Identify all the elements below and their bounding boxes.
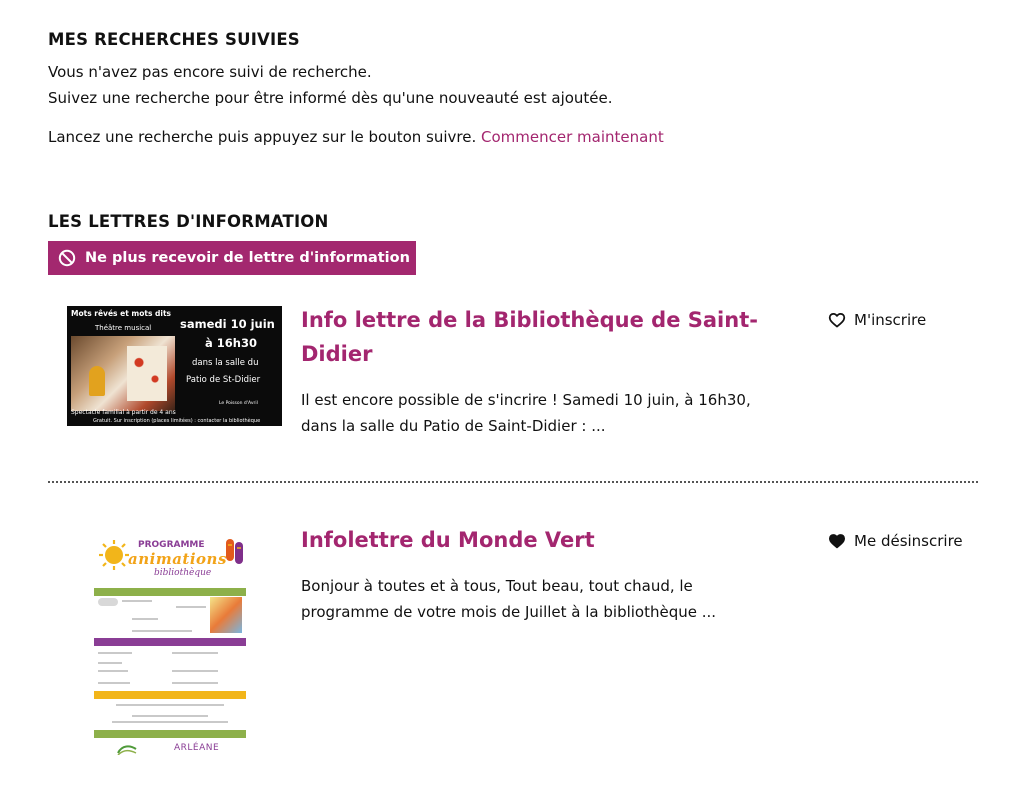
poster-place-2: Patio de St-Didier xyxy=(186,375,261,385)
follow-search-hint: Suivez une recherche pour être informé dès qu'une nouveauté est ajoutée. xyxy=(48,89,613,107)
poster-line xyxy=(98,662,122,664)
start-now-link[interactable]: Commencer maintenant xyxy=(481,128,664,146)
poster-footer-1: Spectacle familial à partir de 4 ans xyxy=(71,409,176,416)
unsubscribe-all-label: Ne plus recevoir de lettre d'information xyxy=(85,250,410,266)
item-divider xyxy=(48,481,978,483)
newsletter-description: Bonjour à toutes et à tous, Tout beau, tout chaud, le programme de votre mois de Juillet à la bibliothèque ... xyxy=(301,577,717,621)
newsletter-title-link[interactable]: Infolettre du Monde Vert xyxy=(301,528,595,552)
poster-band xyxy=(94,638,246,646)
poster-company: Le Poisson d'Avril xyxy=(219,401,258,406)
poster-line xyxy=(98,652,132,654)
followed-searches-title: MES RECHERCHES SUIVIES xyxy=(48,30,300,49)
poster-line xyxy=(122,600,152,602)
poster-header: Mots rêvés et mots dits xyxy=(71,309,172,318)
heart-filled-icon xyxy=(828,533,846,549)
poster-line xyxy=(116,704,224,706)
newsletter-thumbnail[interactable] xyxy=(94,531,246,759)
poster-subheader: Théâtre musical xyxy=(95,324,152,332)
newsletter-title-link[interactable]: Info lettre de la Bibliothèque de Saint-Didier xyxy=(301,308,758,366)
poster-line xyxy=(172,682,218,684)
poster-line xyxy=(176,606,206,608)
poster-place-1: dans la salle du xyxy=(192,358,259,368)
newsletters-title: LES LETTRES D'INFORMATION xyxy=(48,212,329,231)
poster-logo: ARLÉANE xyxy=(174,743,220,753)
unsubscribe-button[interactable] xyxy=(828,532,963,550)
poster-time: à 16h30 xyxy=(205,336,257,350)
poster-title-area xyxy=(94,531,246,585)
poster-line xyxy=(172,652,218,654)
poster-footer-2: Gratuit. Sur inscription (places limitées) : contacter la bibliothèque xyxy=(93,418,261,424)
unsubscribe-all-button[interactable] xyxy=(48,241,416,275)
poster-band xyxy=(94,588,246,596)
poster-date: samedi 10 juin xyxy=(180,317,275,331)
poster-line xyxy=(98,670,128,672)
no-followed-search-text: Vous n'avez pas encore suivi de recherche. xyxy=(48,63,372,81)
subscribe-button[interactable] xyxy=(828,311,926,329)
heart-outline-icon xyxy=(828,312,846,328)
poster-band xyxy=(94,730,246,738)
start-search-hint-text: Lancez une recherche puis appuyez sur le bouton suivre. xyxy=(48,128,477,146)
poster-graphic xyxy=(98,598,118,606)
green-logo-icon xyxy=(116,743,138,755)
poster-line xyxy=(98,682,130,684)
poster-title-1: PROGRAMME xyxy=(138,540,205,550)
newsletter-description: Il est encore possible de s'incrire ! Samedi 10 juin, à 16h30, dans la salle du Patio de Saint-Didier : ... xyxy=(301,391,751,435)
start-search-hint xyxy=(48,124,664,150)
poster-title-2: animations xyxy=(128,550,227,568)
poster-line xyxy=(172,670,218,672)
poster-photo xyxy=(71,336,175,411)
poster-line xyxy=(132,618,158,620)
poster-title-3: bibliothèque xyxy=(154,568,212,578)
ban-icon xyxy=(58,249,76,267)
poster-line xyxy=(112,721,228,723)
unsubscribe-label: Me désinscrire xyxy=(854,532,963,550)
subscribe-label: M'inscrire xyxy=(854,311,927,329)
poster-band xyxy=(94,691,246,699)
poster-line xyxy=(132,715,208,717)
poster-line xyxy=(132,630,192,632)
poster-illustration xyxy=(210,597,242,633)
newsletter-thumbnail[interactable] xyxy=(67,306,282,426)
